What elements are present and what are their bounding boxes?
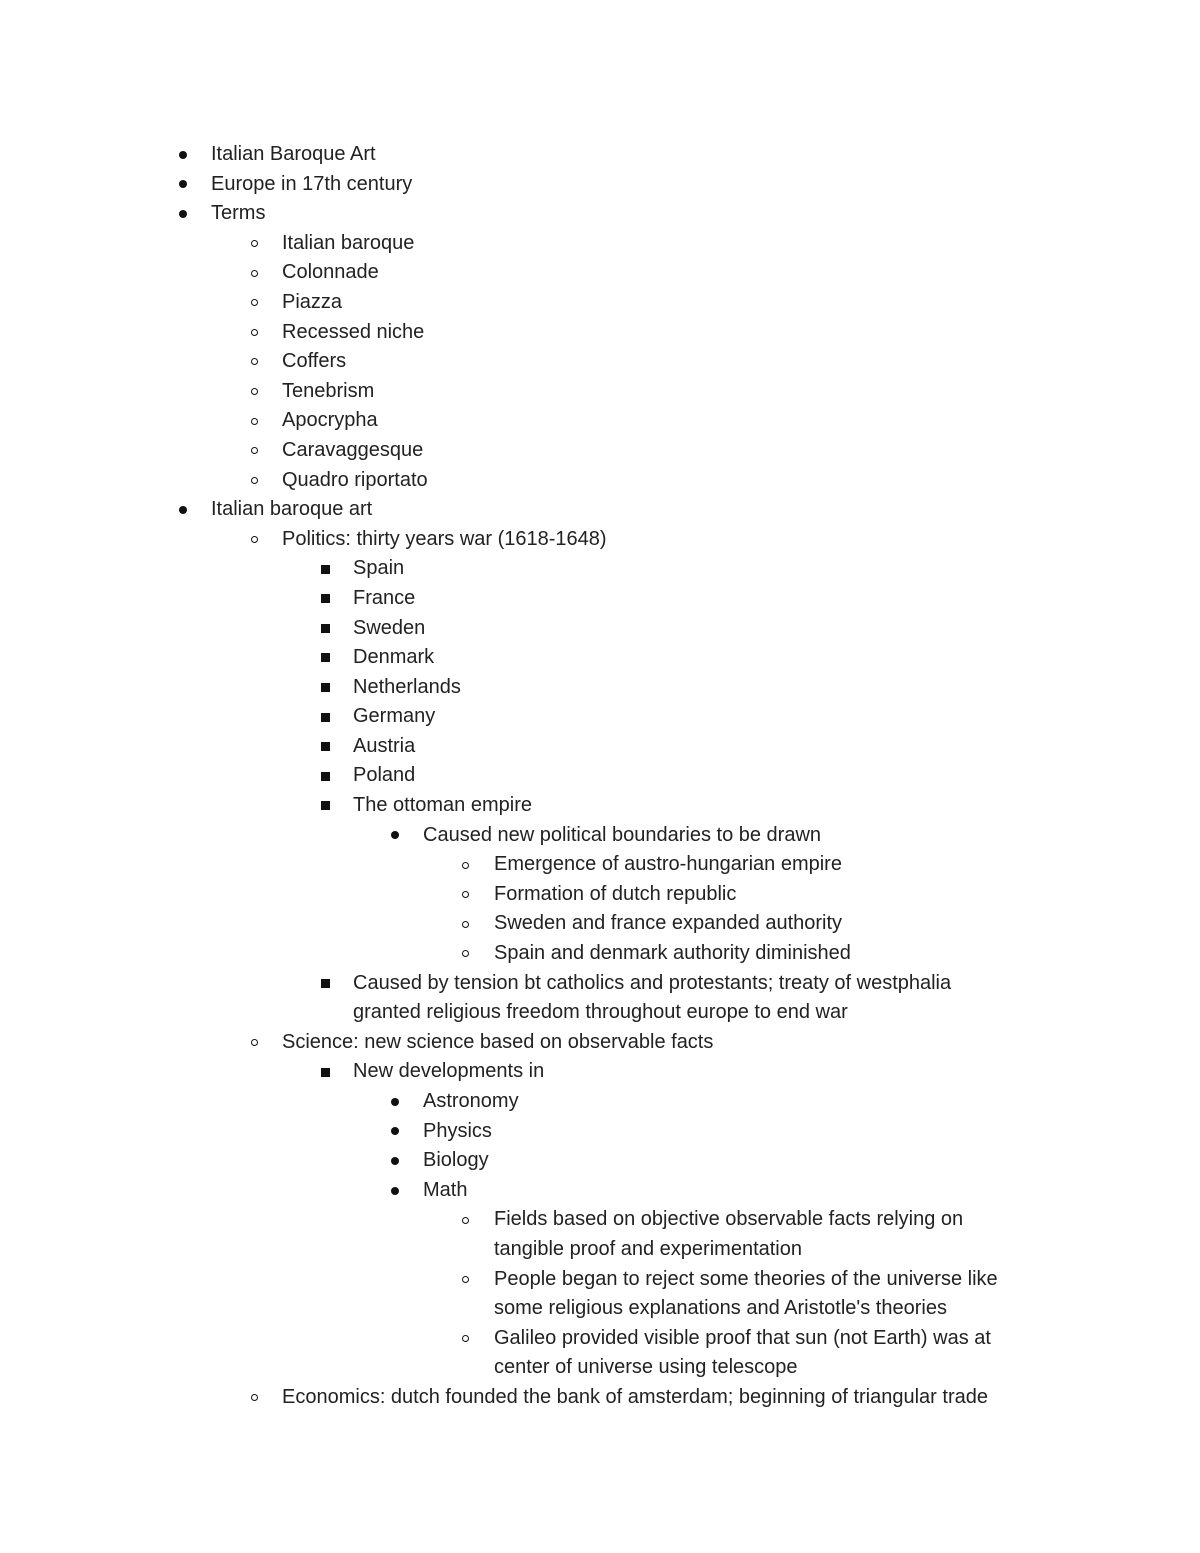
list-item-text: Astronomy bbox=[423, 1090, 519, 1112]
list-item-text: Spain and denmark authority diminished bbox=[494, 942, 851, 965]
circle-bullet-icon bbox=[455, 939, 475, 969]
list-item-text: Apocrypha bbox=[282, 409, 378, 432]
square-bullet-icon bbox=[315, 554, 335, 584]
list-item-text: Sweden bbox=[353, 616, 426, 639]
list-item-text: Sweden and france expanded authority bbox=[494, 912, 843, 935]
list-item bbox=[0, 1265, 1200, 1295]
circle-bullet-icon bbox=[244, 288, 264, 318]
list-item bbox=[0, 436, 1200, 466]
list-item bbox=[0, 1117, 1200, 1147]
dot-bullet-icon bbox=[385, 1146, 405, 1176]
list-item bbox=[0, 821, 1200, 851]
list-item-text: New developments in bbox=[353, 1060, 545, 1083]
list-item bbox=[0, 969, 1200, 999]
list-item bbox=[0, 850, 1200, 880]
circle-bullet-icon bbox=[455, 880, 475, 910]
list-item bbox=[0, 584, 1200, 614]
list-item-text: The ottoman empire bbox=[353, 794, 532, 817]
square-bullet-icon bbox=[315, 673, 335, 703]
list-item bbox=[0, 495, 1200, 525]
square-bullet-icon bbox=[315, 702, 335, 732]
list-item-text: Piazza bbox=[282, 290, 343, 313]
list-item bbox=[0, 525, 1200, 555]
circle-bullet-icon bbox=[244, 466, 264, 496]
list-item bbox=[0, 909, 1200, 939]
circle-bullet-icon bbox=[455, 1265, 475, 1295]
list-item-text: Caused by tension bt catholics and protestants; treaty of westphalia bbox=[353, 971, 952, 994]
list-item-text: Austria bbox=[353, 734, 416, 757]
dot-bullet-icon bbox=[385, 1176, 405, 1206]
circle-bullet-icon bbox=[244, 318, 264, 348]
list-item bbox=[0, 140, 1200, 170]
list-item bbox=[0, 791, 1200, 821]
circle-bullet-icon bbox=[244, 229, 264, 259]
square-bullet-icon bbox=[315, 761, 335, 791]
list-item bbox=[0, 377, 1200, 407]
square-bullet-icon bbox=[315, 584, 335, 614]
list-item bbox=[0, 347, 1200, 377]
circle-bullet-icon bbox=[244, 406, 264, 436]
square-bullet-icon bbox=[315, 643, 335, 673]
list-item-text: Europe in 17th century bbox=[211, 172, 413, 195]
list-item-text: Galileo provided visible proof that sun (not Earth) was at bbox=[494, 1326, 991, 1349]
list-item-text: Terms bbox=[211, 202, 266, 225]
dot-bullet-icon bbox=[173, 495, 193, 525]
document-body bbox=[0, 140, 1200, 1413]
list-item bbox=[0, 406, 1200, 436]
list-item bbox=[0, 702, 1200, 732]
list-item-text: Quadro riportato bbox=[282, 468, 428, 491]
list-item bbox=[0, 229, 1200, 259]
list-item-text: Biology bbox=[423, 1149, 489, 1172]
list-item bbox=[0, 614, 1200, 644]
list-item bbox=[0, 288, 1200, 318]
list-item bbox=[0, 1176, 1200, 1206]
list-item-text: Economics: dutch founded the bank of amsterdam; beginning of triangular trade bbox=[282, 1385, 988, 1408]
list-item-text: Tenebrism bbox=[282, 379, 375, 402]
list-item-text: Coffers bbox=[282, 350, 347, 373]
circle-bullet-icon bbox=[455, 909, 475, 939]
list-item-text: Caravaggesque bbox=[282, 438, 424, 461]
list-item bbox=[0, 170, 1200, 200]
list-item-text: Recessed niche bbox=[282, 320, 425, 343]
list-item-continuation bbox=[0, 998, 1200, 1028]
list-item bbox=[0, 1028, 1200, 1058]
list-item-text: Math bbox=[423, 1178, 468, 1201]
list-item-continuation bbox=[0, 1235, 1200, 1265]
list-item-text: Politics: thirty years war (1618-1648) bbox=[282, 527, 607, 550]
list-item bbox=[0, 643, 1200, 673]
list-item-text: Germany bbox=[353, 705, 436, 728]
list-item bbox=[0, 880, 1200, 910]
list-item-text: People began to reject some theories of the universe like bbox=[494, 1267, 998, 1290]
list-item-text: Netherlands bbox=[353, 675, 461, 698]
list-item-text: Poland bbox=[353, 764, 416, 787]
square-bullet-icon bbox=[315, 732, 335, 762]
list-item bbox=[0, 1057, 1200, 1087]
dot-bullet-icon bbox=[173, 140, 193, 170]
list-item-text: some religious explanations and Aristotle's theories bbox=[494, 1297, 947, 1320]
square-bullet-icon bbox=[315, 614, 335, 644]
list-item-text: Emergence of austro-hungarian empire bbox=[494, 853, 842, 876]
circle-bullet-icon bbox=[244, 436, 264, 466]
list-item bbox=[0, 1087, 1200, 1117]
list-item-text: Caused new political boundaries to be drawn bbox=[423, 823, 822, 846]
list-item-text: Formation of dutch republic bbox=[494, 882, 737, 905]
circle-bullet-icon bbox=[244, 377, 264, 407]
list-item bbox=[0, 732, 1200, 762]
list-item-continuation bbox=[0, 1294, 1200, 1324]
circle-bullet-icon bbox=[455, 1324, 475, 1354]
dot-bullet-icon bbox=[173, 199, 193, 229]
list-item bbox=[0, 1324, 1200, 1354]
list-item bbox=[0, 761, 1200, 791]
circle-bullet-icon bbox=[455, 850, 475, 880]
list-item-text: granted religious freedom throughout europe to end war bbox=[353, 1001, 848, 1024]
list-item-text: Physics bbox=[423, 1119, 492, 1142]
circle-bullet-icon bbox=[244, 1028, 264, 1058]
list-item bbox=[0, 1146, 1200, 1176]
list-item-continuation bbox=[0, 1353, 1200, 1383]
dot-bullet-icon bbox=[385, 821, 405, 851]
list-item bbox=[0, 199, 1200, 229]
square-bullet-icon bbox=[315, 791, 335, 821]
list-item-text: Fields based on objective observable facts relying on bbox=[494, 1208, 964, 1231]
circle-bullet-icon bbox=[244, 258, 264, 288]
list-item bbox=[0, 673, 1200, 703]
list-item bbox=[0, 939, 1200, 969]
list-item bbox=[0, 318, 1200, 348]
list-item-text: tangible proof and experimentation bbox=[494, 1237, 802, 1260]
list-item-text: center of universe using telescope bbox=[494, 1356, 798, 1379]
list-item bbox=[0, 1383, 1200, 1413]
square-bullet-icon bbox=[315, 969, 335, 999]
list-item-text: Spain bbox=[353, 557, 405, 580]
list-item-text: Denmark bbox=[353, 646, 435, 669]
list-item-text: Colonnade bbox=[282, 261, 379, 284]
list-item bbox=[0, 258, 1200, 288]
dot-bullet-icon bbox=[385, 1117, 405, 1147]
square-bullet-icon bbox=[315, 1057, 335, 1087]
circle-bullet-icon bbox=[455, 1205, 475, 1235]
dot-bullet-icon bbox=[385, 1087, 405, 1117]
list-item bbox=[0, 466, 1200, 496]
circle-bullet-icon bbox=[244, 525, 264, 555]
list-item-text: Italian baroque bbox=[282, 231, 415, 254]
list-item-text: Italian baroque art bbox=[211, 498, 373, 521]
list-item-text: Italian Baroque Art bbox=[211, 143, 376, 165]
list-item bbox=[0, 1205, 1200, 1235]
dot-bullet-icon bbox=[173, 170, 193, 200]
circle-bullet-icon bbox=[244, 1383, 264, 1413]
list-item-text: Science: new science based on observable facts bbox=[282, 1030, 714, 1053]
list-item bbox=[0, 554, 1200, 584]
circle-bullet-icon bbox=[244, 347, 264, 377]
list-item-text: France bbox=[353, 586, 416, 609]
